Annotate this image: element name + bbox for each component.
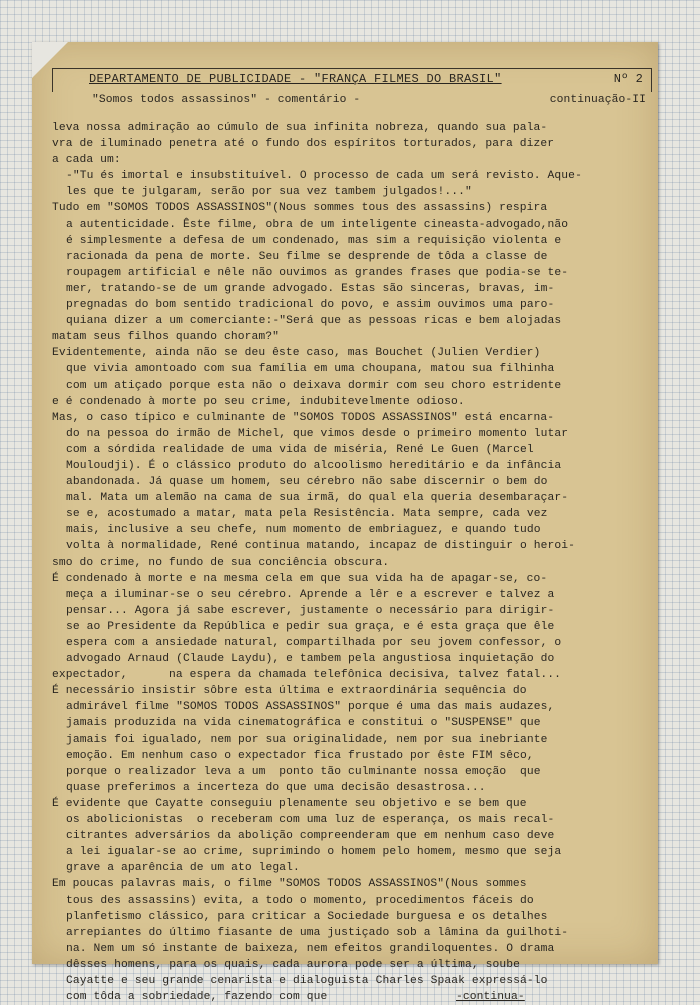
header-box [52,68,652,92]
text-line: vra de iluminado penetra até o fundo dos espíritos torturados, para dizer [52,138,555,151]
text-line: do na pessoa do irmão de Michel, que vimos desde o primeiro momento lutar [66,427,569,440]
text-line: citrantes adversários da abolição compreenderam que em nenhum caso deve [66,830,555,843]
text-line: É condenado à morte e na mesma cela em que sua vida ha de apagar-se, co- [52,572,548,585]
text-line: grave a aparência de um ato legal. [66,862,300,875]
text-line: admirável filme "SOMOS TODOS ASSASSINOS" porque é uma das mais audazes, [66,701,555,714]
page-number: Nº 2 [613,72,643,86]
text-line: advogado Arnaud (Claude Laydu), e tambem pela angustiosa inquietação do [66,653,555,666]
text-line: se e, acostumado a matar, mata pela Resistência. Mata sempre, cada vez [66,508,548,521]
text-line: com a sórdida realidade de uma vida de miséria, René Le Guen (Marcel [66,443,534,456]
text-line: Em poucas palavras mais, o filme "SOMOS TODOS ASSASSINOS"(Nous sommes [52,878,527,891]
text-line: Mouloudji). É o clássico produto do alcoolismo hereditário e da infância [66,459,562,472]
text-line: racionada da pena de morte. Seu filme se desprende de tôda a classe de [66,250,548,263]
text-line: tous des assassins) evita, a todo o momento, procedimentos fáceis do [66,894,534,907]
text-line: meça a iluminar-se o seu cérebro. Aprende a lêr e a escrever e talvez a [66,588,555,601]
text-line: abandonada. Já quase um homem, seu cérebro não sabe discernir o bem do [66,476,548,489]
text-line: É necessário insistir sôbre esta última e extraordinária sequência do [52,685,527,698]
header-title: DEPARTAMENTO DE PUBLICIDADE - "FRANÇA FILMES DO BRASIL" [89,72,502,86]
text-line: volta à normalidade, René continua matando, incapaz de distinguir o heroi- [66,540,576,553]
text-line: matam seus filhos quando choram?" [52,331,280,344]
text-line: mal. Mata um alemão na cama de sua irmã, do qual ela queria desembaraçar- [66,492,569,505]
text-line: os abolicionistas o receberam com uma luz de esperança, os mais recal- [66,814,555,827]
text-line: quiana dizer a um comerciante:-"Será que as pessoas ricas e bem alojadas [66,315,562,328]
text-line: planfetismo clássico, para criticar a Sociedade burguesa e os detalhes [66,910,548,923]
continuation-label: continuação-II [549,94,646,106]
text-line: se ao Presidente da República e pedir sua graça, e é esta graça que êle [66,620,555,633]
text-line: jamais foi igualado, nem por sua originalidade, nem por sua inebriante [66,733,548,746]
text-line: dêsses homens, para os quais, cada aurora pode ser a última, soube [66,958,521,971]
subheader-title: "Somos todos assassinos" - comentário - [92,94,361,106]
text-line: pregnadas do bom sentido tradicional do povo, e assim ouvimos uma paro- [66,299,555,312]
text-line: mer, tratando-se de um grande advogado. Estas são sinceras, bravas, im- [66,282,555,295]
subheader [52,94,658,116]
text-line: que vivia amontoado com sua família em uma choupana, matou sua filhinha [66,363,555,376]
body-text [52,120,658,1005]
text-line: na. Nem um só instante de baixeza, nem efeitos grandiloquentes. O drama [66,942,555,955]
text-line: e é condenado à morte po seu crime, indubitevelmente odioso. [52,395,465,408]
text-line: a cada um: [52,154,121,167]
text-line: a autenticidade. Êste filme, obra de um inteligente cineasta-advogado,não [66,218,569,231]
text-line: Tudo em "SOMOS TODOS ASSASSINOS"(Nous sommes tous des assassins) respira [52,202,548,215]
text-line: smo do crime, no fundo de sua conciência obscura. [52,556,390,569]
last-line-text: com tôda a sobriedade, fazendo com que [66,991,328,1004]
text-line: é simplesmente a defesa de um condenado, mas sim a requisição violenta e [66,234,562,247]
text-line: pensar... Agora já sabe escrever, justamente o necessário para dirigir- [66,604,555,617]
text-line: com um atiçado porque esta não o deixava dormir com seu choro estridente [66,379,562,392]
text-line: expectador, na espera da chamada telefônica decisiva, talvez fatal... [52,669,562,682]
text-line: porque o realizador leva a um ponto tão culminante nossa emoção que [66,765,541,778]
continua-label: -continua- [456,991,525,1004]
text-line: emoção. Em nenhum caso o expectador fica frustado por êste FIM sêco, [66,749,534,762]
text-line: -"Tu és imortal e insubstituível. O processo de cada um será revisto. Aque- [66,170,582,183]
text-line: É evidente que Cayatte conseguiu plenamente seu objetivo e se bem que [52,797,527,810]
text-line: leva nossa admiração ao cúmulo de sua infinita nobreza, quando sua pala- [52,122,548,134]
text-line: Cayatte e seu grande cenarista e dialoguista Charles Spaak expressá-lo [66,974,548,987]
text-line: quase preferimos a incerteza do que uma decisão desastrosa... [66,781,486,794]
text-line: jamais produzida na vida cinematográfica e constitui o "SUSPENSE" que [66,717,541,730]
document-content [52,68,658,1005]
text-line: Mas, o caso típico e culminante de "SOMOS TODOS ASSASSINOS" está encarna- [52,411,555,424]
text-line [52,989,658,1005]
text-line: mais, inclusive a seu chefe, num momento de embriaguez, e quando tudo [66,524,541,537]
text-line: Evidentemente, ainda não se deu êste caso, mas Bouchet (Julien Verdier) [52,347,541,360]
text-line: roupagem artificial e nêle não ouvimos as grandes frases que podia-se te- [66,266,569,279]
text-line: les que te julgaram, serão por sua vez tambem julgados!..." [66,186,472,199]
text-line: espera com a ansiedade natural, compartilhada por seu jovem confessor, o [66,637,562,649]
text-line: a lei igualar-se ao crime, suprimindo o homem pelo homem, mesmo que seja [66,846,562,859]
text-line: arrepiantes do último fiasante de uma justiçado sob a lâmina da guilhoti- [66,926,569,939]
